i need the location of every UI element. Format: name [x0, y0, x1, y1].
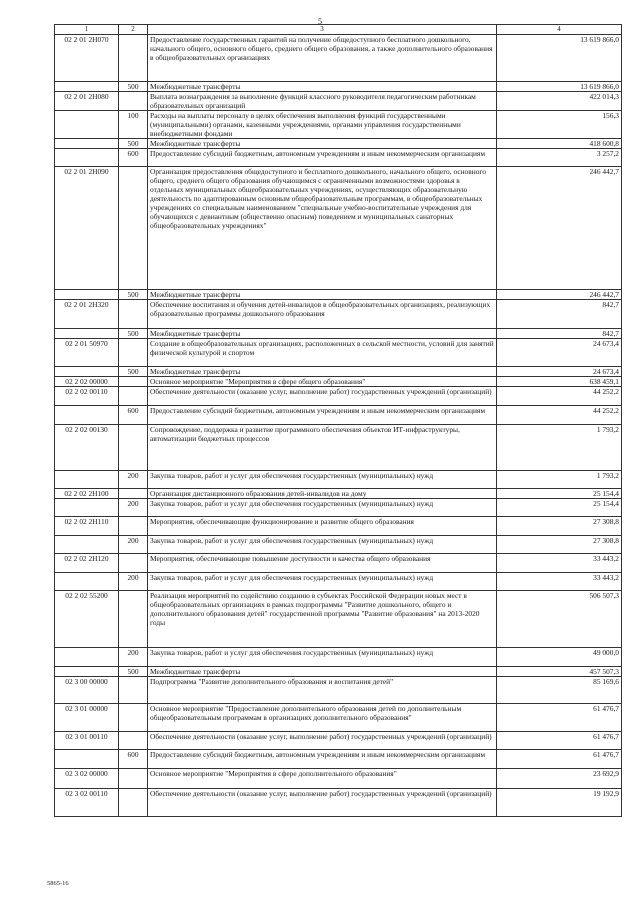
- row-expense-type-cell: 600: [119, 149, 148, 167]
- row-expense-type-cell: 200: [119, 499, 148, 517]
- table-header: [55, 25, 622, 35]
- row-expense-type-cell: [119, 677, 148, 704]
- row-code-cell: 02 2 01 2Н090: [55, 167, 119, 290]
- row-amount-cell: 27 308,8: [497, 517, 622, 536]
- row-name-cell: Обеспечение деятельности (оказание услуг, выполнение работ) государственных учреждений (организаций): [148, 387, 497, 406]
- row-expense-type-cell: 500: [119, 139, 148, 149]
- row-expense-type-cell: 500: [119, 367, 148, 377]
- row-code-cell: [55, 111, 119, 139]
- row-amount-cell: 25 154,4: [497, 499, 622, 517]
- row-expense-type-cell: [119, 554, 148, 573]
- column-header-amount: 4: [497, 25, 622, 35]
- row-name-cell: Сопровождение, поддержка и развитие программного обеспечения объектов ИТ-инфраструктуры, автоматизации бюджетных процессов: [148, 425, 497, 471]
- row-expense-type-cell: [119, 591, 148, 648]
- row-amount-cell: 842,7: [497, 329, 622, 339]
- row-expense-type-cell: 500: [119, 667, 148, 677]
- row-expense-type-cell: 100: [119, 111, 148, 139]
- row-name-cell: Мероприятия, обеспечивающие повышение доступности и качества общего образования: [148, 554, 497, 573]
- table-row: [55, 554, 622, 573]
- table-row: [55, 573, 622, 591]
- row-code-cell: 02 2 02 00110: [55, 387, 119, 406]
- row-amount-cell: 156,3: [497, 111, 622, 139]
- row-code-cell: 02 2 02 00000: [55, 377, 119, 387]
- table-row: [55, 300, 622, 329]
- row-code-cell: [55, 648, 119, 667]
- row-amount-cell: 506 507,3: [497, 591, 622, 648]
- row-name-cell: Закупка товаров, работ и услуг для обеспечения государственных (муниципальных) нужд: [148, 499, 497, 517]
- row-code-cell: 02 3 01 00000: [55, 704, 119, 732]
- table-row: [55, 489, 622, 499]
- row-code-cell: 02 2 01 2Н080: [55, 92, 119, 111]
- table-row: [55, 139, 622, 149]
- row-name-cell: Мероприятия, обеспечивающие функционирование и развитие общего образования: [148, 517, 497, 536]
- row-amount-cell: 27 308,8: [497, 536, 622, 554]
- row-amount-cell: 3 257,2: [497, 149, 622, 167]
- table-row: [55, 329, 622, 339]
- row-name-cell: Предоставление субсидий бюджетным, автономным учреждениям и иным некоммерческим организациям: [148, 406, 497, 425]
- row-amount-cell: 24 673,4: [497, 339, 622, 367]
- column-header-expense-type: 2: [119, 25, 148, 35]
- row-amount-cell: 457 507,3: [497, 667, 622, 677]
- row-name-cell: Организация дистанционного образования детей-инвалидов на дому: [148, 489, 497, 499]
- row-name-cell: Межбюджетные трансферты: [148, 329, 497, 339]
- row-name-cell: Реализация мероприятий по содействию созданию в субъектах Российской Федерации новых мест в общеобразовательных организациях в рамках подпрограммы "Развитие дошкольного, общего и дополнительного образования детей" государственной программы "Развитие образования" на 2013-2020 годы: [148, 591, 497, 648]
- row-amount-cell: 61 476,7: [497, 732, 622, 750]
- column-header-name: 3: [148, 25, 497, 35]
- row-code-cell: [55, 290, 119, 300]
- table-row: [55, 339, 622, 367]
- row-expense-type-cell: [119, 732, 148, 750]
- row-code-cell: [55, 149, 119, 167]
- row-amount-cell: 422 014,3: [497, 92, 622, 111]
- row-name-cell: Основное мероприятие "Предоставление дополнительного образования детей по дополнительным общеобразовательным программам в организациях дополнительного образования": [148, 704, 497, 732]
- row-expense-type-cell: 500: [119, 329, 148, 339]
- row-amount-cell: 13 619 866,0: [497, 35, 622, 82]
- row-name-cell: Организация предоставления общедоступного и бесплатного дошкольного, начального общего, основного общего, среднего общего образования обучающимся с ограниченными возможностями здоровья в отдельных муниципальных общеобразовательных учреждениях, осуществляющих образовательную деятельность по адаптированным основным общеобразовательным программам, в общеобразовательных учреждениях со специальным наименованием "специальные учебно-воспитательные учреждения для обучающихся с девиантным (общественно опасным) поведением и муниципальных санаторных общеобразовательных учреждениях": [148, 167, 497, 290]
- table-row: [55, 35, 622, 82]
- row-code-cell: 02 3 02 00110: [55, 789, 119, 817]
- table-row: [55, 732, 622, 750]
- row-name-cell: Предоставление субсидий бюджетным, автономным учреждениям и иным некоммерческим организациям: [148, 149, 497, 167]
- row-name-cell: Закупка товаров, работ и услуг для обеспечения государственных (муниципальных) нужд: [148, 648, 497, 667]
- row-name-cell: Межбюджетные трансферты: [148, 367, 497, 377]
- row-expense-type-cell: 500: [119, 82, 148, 92]
- row-expense-type-cell: 200: [119, 471, 148, 489]
- row-code-cell: 02 2 02 2Н110: [55, 517, 119, 536]
- row-code-cell: 02 2 02 55200: [55, 591, 119, 648]
- row-code-cell: 02 2 01 50970: [55, 339, 119, 367]
- row-name-cell: Межбюджетные трансферты: [148, 139, 497, 149]
- row-code-cell: [55, 536, 119, 554]
- row-expense-type-cell: [119, 92, 148, 111]
- table-row: [55, 82, 622, 92]
- table-row: [55, 111, 622, 139]
- row-code-cell: 02 3 01 00110: [55, 732, 119, 750]
- row-name-cell: Предоставление государственных гарантий на получение общедоступного бесплатного дошкольного, начального общего, основного общего, среднего общего образования, а также дополнительного образования в общеобразовательных организациях: [148, 35, 497, 82]
- budget-table: [54, 24, 622, 817]
- row-amount-cell: 61 476,7: [497, 750, 622, 769]
- row-amount-cell: 842,7: [497, 300, 622, 329]
- row-name-cell: Основное мероприятие "Мероприятия в сфере общего образования": [148, 377, 497, 387]
- row-amount-cell: 1 793,2: [497, 425, 622, 471]
- footer-code: 5865-16: [47, 880, 69, 887]
- table-row: [55, 536, 622, 554]
- table-row: [55, 667, 622, 677]
- row-amount-cell: 49 000,0: [497, 648, 622, 667]
- row-name-cell: Межбюджетные трансферты: [148, 667, 497, 677]
- row-amount-cell: 33 443,2: [497, 573, 622, 591]
- row-code-cell: [55, 750, 119, 769]
- row-name-cell: Предоставление субсидий бюджетным, автономным учреждениям и иным некоммерческим организациям: [148, 750, 497, 769]
- row-amount-cell: 33 443,2: [497, 554, 622, 573]
- row-code-cell: 02 2 02 00130: [55, 425, 119, 471]
- table-row: [55, 149, 622, 167]
- table-body: [55, 35, 622, 817]
- table-row: [55, 367, 622, 377]
- row-name-cell: Закупка товаров, работ и услуг для обеспечения государственных (муниципальных) нужд: [148, 471, 497, 489]
- table-row: [55, 471, 622, 489]
- row-amount-cell: 44 252,2: [497, 387, 622, 406]
- row-amount-cell: 246 442,7: [497, 290, 622, 300]
- table-row: [55, 704, 622, 732]
- row-name-cell: Подпрограмма "Развитие дополнительного образования и воспитания детей": [148, 677, 497, 704]
- row-expense-type-cell: [119, 35, 148, 82]
- row-expense-type-cell: 600: [119, 406, 148, 425]
- row-expense-type-cell: [119, 769, 148, 789]
- row-amount-cell: 85 169,6: [497, 677, 622, 704]
- row-name-cell: Основное мероприятие "Мероприятия в сфере дополнительного образования": [148, 769, 497, 789]
- row-code-cell: 02 2 01 2Н320: [55, 300, 119, 329]
- row-expense-type-cell: [119, 339, 148, 367]
- row-name-cell: Обеспечение воспитания и обучения детей-инвалидов в общеобразовательных организациях, реализующих образовательные программы дошкольного образования: [148, 300, 497, 329]
- row-amount-cell: 638 459,1: [497, 377, 622, 387]
- table-row: [55, 648, 622, 667]
- row-name-cell: Закупка товаров, работ и услуг для обеспечения государственных (муниципальных) нужд: [148, 536, 497, 554]
- row-expense-type-cell: 200: [119, 573, 148, 591]
- row-expense-type-cell: 200: [119, 648, 148, 667]
- table-row: [55, 750, 622, 769]
- row-expense-type-cell: [119, 425, 148, 471]
- column-header-code: 1: [55, 25, 119, 35]
- row-expense-type-cell: [119, 517, 148, 536]
- row-amount-cell: 1 793,2: [497, 471, 622, 489]
- row-code-cell: [55, 573, 119, 591]
- row-code-cell: [55, 139, 119, 149]
- row-name-cell: Закупка товаров, работ и услуг для обеспечения государственных (муниципальных) нужд: [148, 573, 497, 591]
- table-row: [55, 377, 622, 387]
- row-code-cell: 02 3 00 00000: [55, 677, 119, 704]
- page-number: 5: [318, 17, 322, 26]
- header-row: [55, 25, 622, 35]
- row-code-cell: 02 3 02 00000: [55, 769, 119, 789]
- row-code-cell: 02 2 02 2Н100: [55, 489, 119, 499]
- row-code-cell: [55, 329, 119, 339]
- table-row: [55, 92, 622, 111]
- row-name-cell: Обеспечение деятельности (оказание услуг, выполнение работ) государственных учреждений (организаций): [148, 789, 497, 817]
- row-code-cell: [55, 367, 119, 377]
- row-name-cell: Выплата вознаграждения за выполнение функций классного руководителя педагогическим работникам образовательных организаций: [148, 92, 497, 111]
- row-expense-type-cell: [119, 489, 148, 499]
- table-row: [55, 425, 622, 471]
- row-amount-cell: 61 476,7: [497, 704, 622, 732]
- row-expense-type-cell: [119, 704, 148, 732]
- table-row: [55, 290, 622, 300]
- table-row: [55, 591, 622, 648]
- row-code-cell: 02 2 01 2Н070: [55, 35, 119, 82]
- row-code-cell: [55, 471, 119, 489]
- row-expense-type-cell: 500: [119, 290, 148, 300]
- row-code-cell: [55, 82, 119, 92]
- row-amount-cell: 13 619 866,0: [497, 82, 622, 92]
- row-name-cell: Создание в общеобразовательных организациях, расположенных в сельской местности, условий для занятий физической культурой и спортом: [148, 339, 497, 367]
- row-amount-cell: 24 673,4: [497, 367, 622, 377]
- row-amount-cell: 418 600,8: [497, 139, 622, 149]
- table-row: [55, 387, 622, 406]
- row-expense-type-cell: [119, 377, 148, 387]
- row-code-cell: [55, 667, 119, 677]
- table-row: [55, 499, 622, 517]
- row-name-cell: Расходы на выплаты персоналу в целях обеспечения выполнения функций государственными (муниципальными) органами, казенными учреждениями, органами управления государственными внебюджетными фондами: [148, 111, 497, 139]
- row-name-cell: Обеспечение деятельности (оказание услуг, выполнение работ) государственных учреждений (организаций): [148, 732, 497, 750]
- row-code-cell: [55, 499, 119, 517]
- table-row: [55, 167, 622, 290]
- row-expense-type-cell: [119, 789, 148, 817]
- row-amount-cell: 246 442,7: [497, 167, 622, 290]
- table-row: [55, 677, 622, 704]
- table-row: [55, 517, 622, 536]
- table-row: [55, 406, 622, 425]
- row-code-cell: [55, 406, 119, 425]
- row-amount-cell: 23 692,9: [497, 769, 622, 789]
- table-row: [55, 789, 622, 817]
- row-expense-type-cell: [119, 167, 148, 290]
- row-name-cell: Межбюджетные трансферты: [148, 82, 497, 92]
- row-name-cell: Межбюджетные трансферты: [148, 290, 497, 300]
- row-amount-cell: 19 192,9: [497, 789, 622, 817]
- row-amount-cell: 44 252,2: [497, 406, 622, 425]
- row-expense-type-cell: 200: [119, 536, 148, 554]
- row-expense-type-cell: [119, 387, 148, 406]
- table-row: [55, 769, 622, 789]
- row-amount-cell: 25 154,4: [497, 489, 622, 499]
- row-expense-type-cell: 600: [119, 750, 148, 769]
- row-code-cell: 02 2 02 2Н120: [55, 554, 119, 573]
- row-expense-type-cell: [119, 300, 148, 329]
